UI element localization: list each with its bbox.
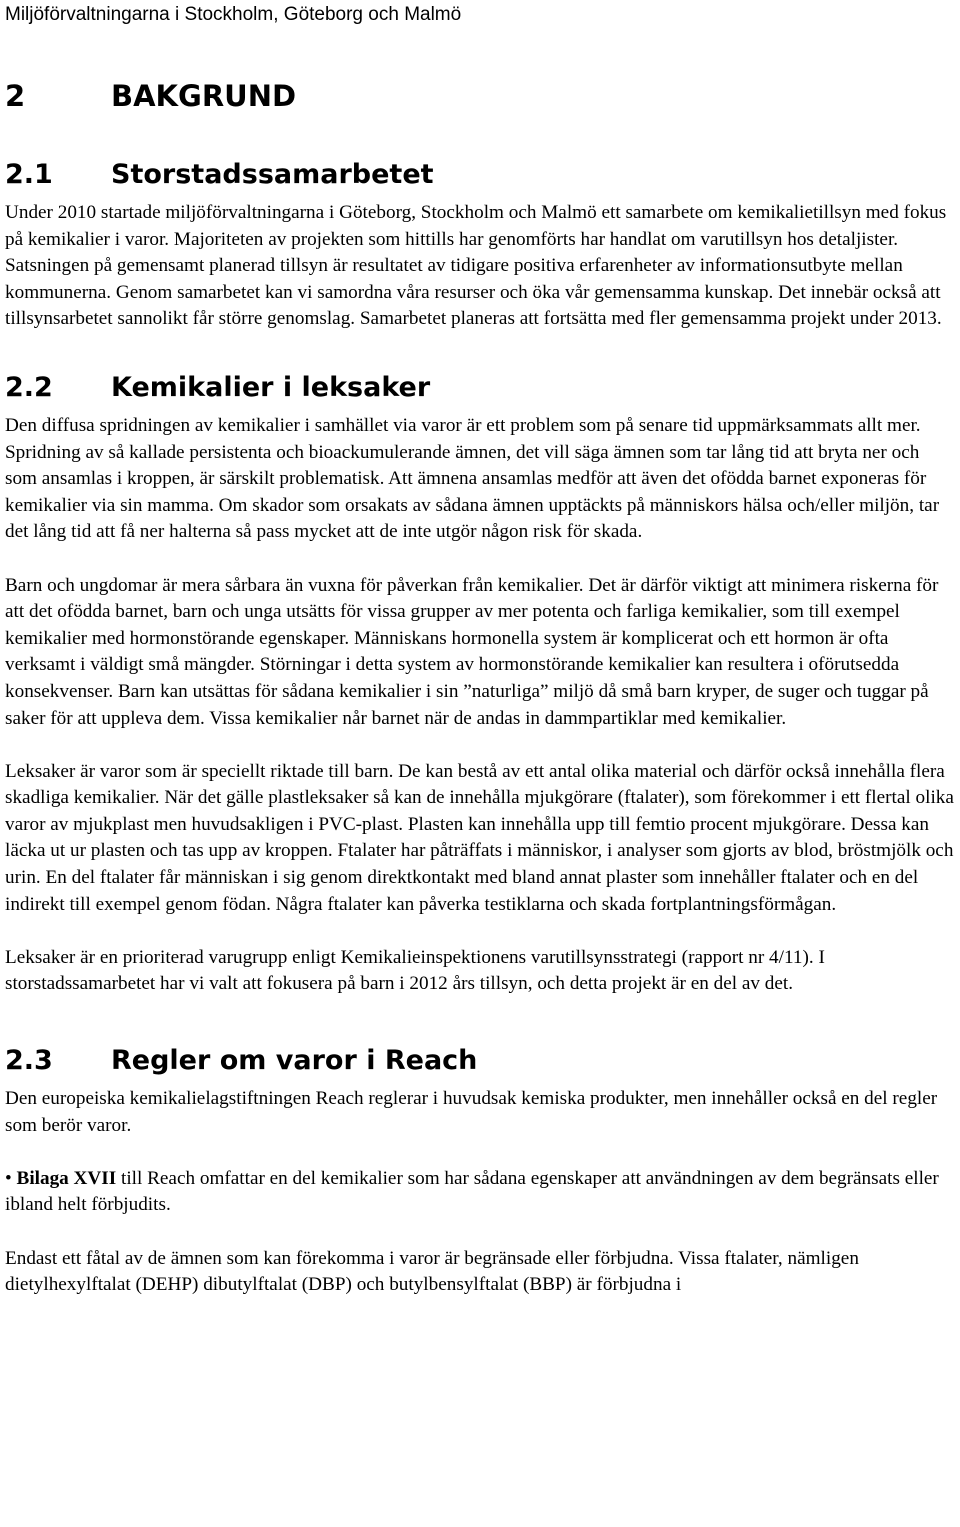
body-paragraph: Barn och ungdomar är mera sårbara än vuxna för påverkan från kemikalier. Det är därför viktigt att minimera riskerna för att det ofödda barnet, barn och unga utsätts för vissa grupper av mer potenta och farliga kemikalier, som till exempel kemikalier med hormonstörande egenskaper. Människans hormonella system är komplicerat och ett hormon är ofta verksamt i väldigt små mängder. Störningar i detta system av hormonstörande kemikalier kan resultera i oförutsedda konsekvenser. Barn kan utsättas för sådana kemikalier i sin ”naturliga” miljö då små barn kryper, de suger och tuggar på saker för att uppleva dem. Vissa kemikalier når barnet när de andas in dammpartiklar med kemikalier. xyxy=(5,574,939,729)
section-heading xyxy=(5,1042,956,1080)
section-number: 2.3 xyxy=(5,1045,53,1077)
spacer xyxy=(5,732,956,759)
section-title: Kemikalier i leksaker xyxy=(111,371,431,403)
running-header: Miljöförvaltningarna i Stockholm, Göteborg och Malmö xyxy=(5,4,462,25)
spacer xyxy=(5,1139,956,1166)
body-paragraph: Den europeiska kemikalielagstiftningen Reach reglerar i huvudsak kemiska produkter, men innehåller också en del regler som berör varor. xyxy=(5,1088,938,1136)
spacer xyxy=(5,998,956,1042)
chapter-title: BAKGRUND xyxy=(111,79,297,113)
body-paragraph: Leksaker är varor som är speciellt riktade till barn. De kan bestå av ett antal olika material och därför också innehålla flera skadliga kemikalier. När det gälle plastleksaker så kan de innehålla mjukgörare (ftalater), som förekommer i ett flertal olika varor av mjukplast men huvudsakligen i PVC-plast. Plasten kan innehålla upp till femtio procent mjukgörare. Dessa kan läcka ut ur plasten och tas upp av kroppen. Ftalater har påträffats i människor, i analyser som gjorts av blod, bröstmjölk och urin. En del ftalater får människan i sig genom direktkontakt med bland annat plaster som innehåller ftalater och en del indirekt till exempel genom födan. Några ftalater kan påverka testiklarna och skada fortplantningsförmågan. xyxy=(5,760,954,915)
section-title: Regler om varor i Reach xyxy=(111,1045,478,1077)
section-heading xyxy=(5,156,956,194)
spacer xyxy=(5,546,956,573)
body-paragraph: Under 2010 startade miljöförvaltningarna i Göteborg, Stockholm och Malmö ett samarbete om kemikalietillsyn med fokus på kemikalier i varor. Majoriteten av projekten som hittills har genomförts har handlat om varutillsyn hos detaljister. Satsningen på gemensamt planerad tillsyn är resultatet av tidigare positiva erfarenheter av informationsutbyte mellan kommunerna. Genom samarbetet kan vi samordna våra resurser och öka vår gemensamma kunskap. Det innebär också att tillsynsarbetet sannolikt får större genomslag. Samarbetet planeras att fortsätta med fler gemensamma projekt under 2013. xyxy=(5,202,947,330)
body-paragraph: Leksaker är en prioriterad varugrupp enligt Kemikalieinspektionens varutillsynsstrategi (rapport nr 4/11). I storstadssamarbetet har vi valt att fokusera på barn i 2012 års tillsyn, och detta projekt är en del av det. xyxy=(5,946,825,995)
chapter-heading xyxy=(5,76,956,116)
spacer xyxy=(5,918,956,945)
body-paragraph: Den diffusa spridningen av kemikalier i samhället via varor är ett problem som på senare tid uppmärksammats allt mer. Spridning av så kallade persistenta och bioackumulerande ämnen, det vill säga ämnen som tar lång tid att bryta ner och som ansamlas i kroppen, är särskilt problematisk. Att ämnena ansamlas medför att även det ofödda barnet exponeras för kemikalier via sin mamma. Om skador som orsakats av sådana ämnen upptäckts på människors hälsa och/eller miljön, tar det lång tid att få ner halterna så pass mycket att de inte utgör någon risk för skada. xyxy=(5,414,940,543)
section-number: 2.2 xyxy=(5,371,53,403)
chapter-heading-wrap xyxy=(5,76,956,156)
section-heading-wrap xyxy=(5,156,956,200)
section-title: Storstadssamarbetet xyxy=(111,159,434,190)
spacer xyxy=(5,333,956,369)
body-paragraph: Endast ett fåtal av de ämnen som kan förekomma i varor är begränsade eller förbjudna. Vissa ftalater, nämligen dietylhexylftalat (DEHP) dibutylftalat (DBP) och butylbensylftalat (BBP) är förbjudna i xyxy=(5,1247,859,1296)
section-heading-wrap xyxy=(5,369,956,413)
bullet-text: till Reach omfattar en del kemikalier som har sådana egenskaper att användningen av dem begränsats eller ibland helt förbjudits. xyxy=(5,1167,939,1216)
bullet-mark: • xyxy=(5,1167,12,1189)
bullet-item xyxy=(5,1166,956,1219)
chapter-number: 2 xyxy=(5,79,26,113)
section-heading-wrap xyxy=(5,1042,956,1086)
bullet-bold-term: Bilaga XVII xyxy=(16,1167,117,1189)
section-number: 2.1 xyxy=(5,159,53,190)
section-heading xyxy=(5,369,956,407)
spacer xyxy=(5,1219,956,1246)
